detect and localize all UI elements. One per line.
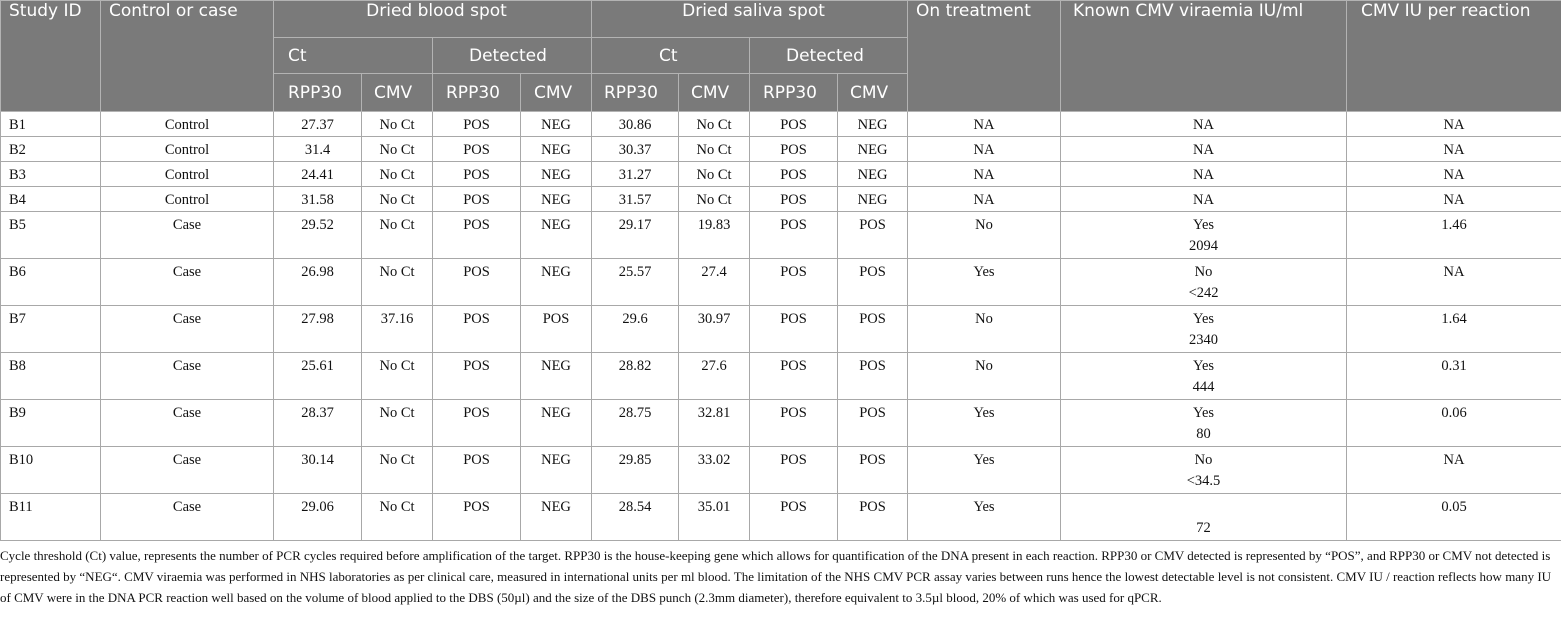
cell-known-viraemia [1061, 447, 1347, 494]
cell-dss-det-rpp30: POS [750, 212, 838, 259]
cell-dss-ct-cmv: 27.4 [679, 259, 750, 306]
known-viraemia-status: Yes [1192, 405, 1215, 421]
cell-dbs-ct-cmv: No Ct [362, 353, 433, 400]
cell-dbs-det-rpp30: POS [433, 259, 521, 306]
cell-dss-det-rpp30: POS [750, 162, 838, 187]
cell-dbs-ct-rpp30: 29.06 [274, 494, 362, 541]
header-dried-saliva-spot: Dried saliva spot [592, 1, 908, 38]
cell-dss-ct-rpp30: 28.54 [592, 494, 679, 541]
cell-on-treatment: Yes [908, 259, 1061, 306]
header-dbs-detected-cmv: CMV [521, 74, 592, 112]
cell-dbs-det-rpp30: POS [433, 494, 521, 541]
header-dss-ct-rpp30: RPP30 [592, 74, 679, 112]
cell-dss-ct-cmv: No Ct [679, 187, 750, 212]
cell-dbs-ct-rpp30: 24.41 [274, 162, 362, 187]
cell-dss-ct-cmv: 30.97 [679, 306, 750, 353]
cell-group: Case [101, 494, 274, 541]
cell-dbs-det-cmv: NEG [521, 353, 592, 400]
known-viraemia-status: NA [1193, 167, 1214, 183]
cell-dss-ct-cmv: No Ct [679, 162, 750, 187]
table-row [1, 162, 1561, 187]
cell-dbs-det-cmv: NEG [521, 162, 592, 187]
known-viraemia-value: 2094 [1189, 238, 1219, 254]
cell-known-viraemia [1061, 212, 1347, 259]
cell-known-viraemia [1061, 353, 1347, 400]
cell-dbs-ct-rpp30: 27.98 [274, 306, 362, 353]
cell-group: Case [101, 212, 274, 259]
cell-study-id: B1 [1, 112, 101, 137]
cell-dss-ct-rpp30: 31.27 [592, 162, 679, 187]
cell-dss-det-rpp30: POS [750, 306, 838, 353]
cell-dbs-ct-cmv: No Ct [362, 447, 433, 494]
cell-dss-ct-rpp30: 29.6 [592, 306, 679, 353]
cell-dss-det-rpp30: POS [750, 494, 838, 541]
cell-known-viraemia [1061, 187, 1347, 212]
cell-dss-det-cmv: POS [838, 447, 908, 494]
known-viraemia-value: 444 [1192, 379, 1215, 395]
cell-group: Case [101, 400, 274, 447]
cell-on-treatment: No [908, 353, 1061, 400]
cell-dbs-ct-cmv: No Ct [362, 494, 433, 541]
cell-dss-det-cmv: POS [838, 353, 908, 400]
cell-study-id: B8 [1, 353, 101, 400]
cell-dbs-ct-cmv: No Ct [362, 212, 433, 259]
cell-dbs-ct-rpp30: 28.37 [274, 400, 362, 447]
cell-dss-ct-cmv: No Ct [679, 112, 750, 137]
cell-dbs-ct-rpp30: 26.98 [274, 259, 362, 306]
cell-dss-ct-rpp30: 28.75 [592, 400, 679, 447]
cell-study-id: B5 [1, 212, 101, 259]
cell-dbs-det-rpp30: POS [433, 400, 521, 447]
cell-dss-ct-rpp30: 28.82 [592, 353, 679, 400]
cell-dbs-ct-cmv: 37.16 [362, 306, 433, 353]
cell-dbs-ct-rpp30: 25.61 [274, 353, 362, 400]
cell-group: Control [101, 187, 274, 212]
table-body [1, 112, 1561, 541]
cell-study-id: B10 [1, 447, 101, 494]
header-dss-ct-cmv: CMV [679, 74, 750, 112]
cell-dbs-det-cmv: NEG [521, 400, 592, 447]
cell-known-viraemia [1061, 306, 1347, 353]
cell-dbs-ct-rpp30: 31.58 [274, 187, 362, 212]
cell-dss-det-cmv: POS [838, 259, 908, 306]
cell-study-id: B2 [1, 137, 101, 162]
cell-dbs-det-cmv: NEG [521, 447, 592, 494]
header-on-treatment: On treatment [908, 1, 1061, 112]
cell-dbs-det-cmv: NEG [521, 112, 592, 137]
cell-dbs-ct-cmv: No Ct [362, 400, 433, 447]
cell-dss-det-rpp30: POS [750, 137, 838, 162]
known-viraemia-status: NA [1193, 192, 1214, 208]
table-header [1, 1, 1561, 112]
cell-dbs-ct-rpp30: 31.4 [274, 137, 362, 162]
cell-dbs-det-rpp30: POS [433, 306, 521, 353]
cell-on-treatment: Yes [908, 400, 1061, 447]
cell-dbs-det-rpp30: POS [433, 187, 521, 212]
header-cmv-iu-per-reaction: CMV IU per reaction [1347, 1, 1561, 112]
cell-dss-det-cmv: NEG [838, 112, 908, 137]
cell-dss-det-rpp30: POS [750, 112, 838, 137]
cell-dss-det-cmv: NEG [838, 137, 908, 162]
cell-dss-ct-cmv: 19.83 [679, 212, 750, 259]
cell-dbs-det-cmv: NEG [521, 494, 592, 541]
cell-dbs-det-cmv: POS [521, 306, 592, 353]
cell-dbs-det-cmv: NEG [521, 212, 592, 259]
cell-cmv-iu: NA [1347, 187, 1561, 212]
header-dbs-detected-rpp30: RPP30 [433, 74, 521, 112]
cell-on-treatment: No [908, 306, 1061, 353]
cell-on-treatment: NA [908, 112, 1061, 137]
known-viraemia-status: NA [1193, 142, 1214, 158]
known-viraemia-value: 2340 [1189, 332, 1219, 348]
table-row [1, 353, 1561, 400]
cell-dbs-det-rpp30: POS [433, 353, 521, 400]
known-viraemia-status: NA [1193, 117, 1214, 133]
header-dss-ct: Ct [592, 38, 750, 74]
header-study-id: Study ID [1, 1, 101, 112]
cell-on-treatment: NA [908, 162, 1061, 187]
cell-dss-det-rpp30: POS [750, 353, 838, 400]
cell-known-viraemia [1061, 259, 1347, 306]
header-dbs-ct-rpp30: RPP30 [274, 74, 362, 112]
cell-dbs-ct-cmv: No Ct [362, 162, 433, 187]
cell-dbs-det-rpp30: POS [433, 162, 521, 187]
header-dbs-detected: Detected [433, 38, 592, 74]
cell-cmv-iu: 0.31 [1347, 353, 1561, 400]
cell-cmv-iu: NA [1347, 112, 1561, 137]
cell-study-id: B4 [1, 187, 101, 212]
cell-dss-det-cmv: NEG [838, 162, 908, 187]
known-viraemia-value: <242 [1188, 285, 1219, 301]
cell-dss-ct-cmv: 32.81 [679, 400, 750, 447]
known-viraemia-status [1063, 497, 1344, 518]
header-dss-detected-cmv: CMV [838, 74, 908, 112]
cell-dbs-det-cmv: NEG [521, 137, 592, 162]
cell-dbs-det-cmv: NEG [521, 259, 592, 306]
cell-dbs-ct-rpp30: 27.37 [274, 112, 362, 137]
cell-dss-det-rpp30: POS [750, 259, 838, 306]
cell-group: Case [101, 306, 274, 353]
cell-study-id: B3 [1, 162, 101, 187]
table-row [1, 212, 1561, 259]
known-viraemia-value: <34.5 [1186, 473, 1221, 489]
cell-known-viraemia [1061, 400, 1347, 447]
cell-group: Case [101, 353, 274, 400]
cell-dbs-ct-cmv: No Ct [362, 187, 433, 212]
table-row [1, 112, 1561, 137]
table-row [1, 187, 1561, 212]
cell-group: Control [101, 162, 274, 187]
cell-dss-ct-cmv: No Ct [679, 137, 750, 162]
known-viraemia-value: 80 [1196, 426, 1211, 442]
cell-group: Control [101, 112, 274, 137]
cell-study-id: B11 [1, 494, 101, 541]
cell-known-viraemia [1061, 137, 1347, 162]
header-dss-detected: Detected [750, 38, 908, 74]
cell-dss-det-cmv: POS [838, 400, 908, 447]
cell-known-viraemia [1061, 162, 1347, 187]
cell-group: Control [101, 137, 274, 162]
header-dss-detected-rpp30: RPP30 [750, 74, 838, 112]
cell-dss-ct-rpp30: 25.57 [592, 259, 679, 306]
cell-dbs-ct-cmv: No Ct [362, 259, 433, 306]
table-row [1, 137, 1561, 162]
cell-dss-ct-rpp30: 30.37 [592, 137, 679, 162]
cell-dss-det-rpp30: POS [750, 187, 838, 212]
cell-dbs-det-cmv: NEG [521, 187, 592, 212]
cell-group: Case [101, 259, 274, 306]
cell-dss-det-rpp30: POS [750, 400, 838, 447]
cell-dss-det-rpp30: POS [750, 447, 838, 494]
cell-dbs-ct-cmv: No Ct [362, 137, 433, 162]
header-dried-blood-spot: Dried blood spot [274, 1, 592, 38]
cell-dbs-ct-cmv: No Ct [362, 112, 433, 137]
cell-dss-ct-rpp30: 31.57 [592, 187, 679, 212]
cell-cmv-iu: 0.06 [1347, 400, 1561, 447]
cell-cmv-iu: 1.64 [1347, 306, 1561, 353]
cell-dbs-det-rpp30: POS [433, 112, 521, 137]
cell-on-treatment: Yes [908, 447, 1061, 494]
cell-dbs-det-rpp30: POS [433, 137, 521, 162]
known-viraemia-value: 72 [1196, 520, 1211, 536]
cell-dss-ct-rpp30: 29.85 [592, 447, 679, 494]
cell-dbs-det-rpp30: POS [433, 447, 521, 494]
cell-dss-det-cmv: POS [838, 306, 908, 353]
cell-on-treatment: No [908, 212, 1061, 259]
cell-known-viraemia [1061, 112, 1347, 137]
cell-dss-det-cmv: POS [838, 494, 908, 541]
cell-on-treatment: NA [908, 187, 1061, 212]
cell-cmv-iu: 0.05 [1347, 494, 1561, 541]
cell-dss-ct-rpp30: 29.17 [592, 212, 679, 259]
cell-on-treatment: NA [908, 137, 1061, 162]
known-viraemia-status: Yes [1192, 358, 1215, 374]
known-viraemia-status: No [1194, 452, 1213, 468]
table-row [1, 400, 1561, 447]
cell-known-viraemia [1061, 494, 1347, 541]
cell-dss-det-cmv: POS [838, 212, 908, 259]
cell-dss-ct-cmv: 35.01 [679, 494, 750, 541]
header-dbs-ct: Ct [274, 38, 433, 74]
cell-dss-ct-rpp30: 30.86 [592, 112, 679, 137]
cell-study-id: B9 [1, 400, 101, 447]
cell-dbs-det-rpp30: POS [433, 212, 521, 259]
cell-on-treatment: Yes [908, 494, 1061, 541]
cell-study-id: B6 [1, 259, 101, 306]
cell-dbs-ct-rpp30: 30.14 [274, 447, 362, 494]
known-viraemia-status: Yes [1192, 311, 1215, 327]
table-row [1, 259, 1561, 306]
cell-dbs-ct-rpp30: 29.52 [274, 212, 362, 259]
header-control-or-case: Control or case [101, 1, 274, 112]
cell-study-id: B7 [1, 306, 101, 353]
cell-group: Case [101, 447, 274, 494]
table-row [1, 447, 1561, 494]
cell-cmv-iu: NA [1347, 162, 1561, 187]
cell-cmv-iu: NA [1347, 259, 1561, 306]
cell-cmv-iu: NA [1347, 447, 1561, 494]
table-row [1, 494, 1561, 541]
cell-cmv-iu: NA [1347, 137, 1561, 162]
cell-dss-det-cmv: NEG [838, 187, 908, 212]
header-dbs-ct-cmv: CMV [362, 74, 433, 112]
header-known-cmv-viraemia: Known CMV viraemia IU/ml [1061, 1, 1347, 112]
table-row [1, 306, 1561, 353]
table-footnote: Cycle threshold (Ct) value, represents the number of PCR cycles required before amplification of the target. RPP30 is the house-keeping gene which allows for quantification of the DNA present in each reaction. RPP30 or CMV detected is represented by “POS”, and RPP30 or CMV not detected is represented by “NEG“. CMV viraemia was performed in NHS laboratories as per clinical care, measured in international units per ml blood. The limitation of the NHS CMV PCR assay varies between runs hence the lowest detectable level is not consistent. CMV IU / reaction reflects how many IU of CMV were in the DNA PCR reaction well based on the volume of blood applied to the DBS (50µl) and the size of the DBS punch (2.3mm diameter), therefore equivalent to 3.5µl blood, 20% of which was used for qPCR. [0, 548, 1552, 605]
known-viraemia-status: No [1194, 264, 1213, 280]
known-viraemia-status: Yes [1192, 217, 1215, 233]
cell-dss-ct-cmv: 33.02 [679, 447, 750, 494]
cell-dss-ct-cmv: 27.6 [679, 353, 750, 400]
cell-cmv-iu: 1.46 [1347, 212, 1561, 259]
